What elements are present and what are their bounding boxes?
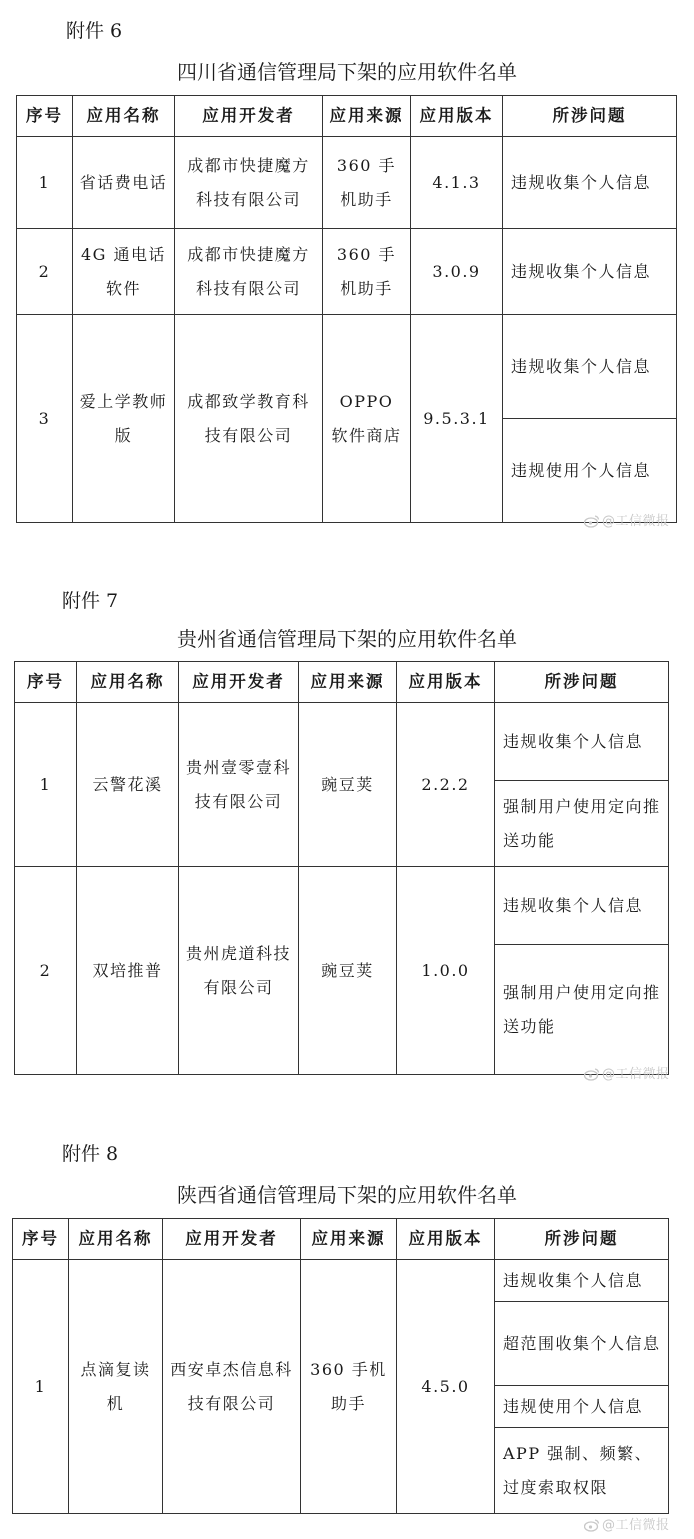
table-title: 陕西省通信管理局下架的应用软件名单 [177, 1183, 517, 1207]
app-name-header: 应用名称 [77, 662, 179, 703]
developer-cell: 成都市快捷魔方科技有限公司 [175, 229, 323, 315]
serial-number-cell: 3 [17, 315, 73, 523]
developer-cell: 贵州虎道科技有限公司 [179, 867, 299, 1075]
table-row [15, 867, 669, 945]
issue-header: 所涉问题 [495, 662, 669, 703]
app-name-header: 应用名称 [69, 1219, 163, 1260]
issue-cell: 违规收集个人信息 [503, 315, 677, 419]
table-header-row [15, 662, 669, 703]
developer-header: 应用开发者 [175, 96, 323, 137]
app-name-header: 应用名称 [73, 96, 175, 137]
issue-cell: 违规收集个人信息 [495, 1260, 669, 1302]
serial-number-cell: 1 [17, 137, 73, 229]
developer-cell: 贵州壹零壹科技有限公司 [179, 703, 299, 867]
source-header: 应用来源 [299, 662, 397, 703]
issue-cell: 违规使用个人信息 [503, 419, 677, 523]
issue-cell: 违规收集个人信息 [495, 867, 669, 945]
table-row [15, 703, 669, 781]
watermark: @工信微报 [584, 510, 670, 532]
version-cell: 1.0.0 [397, 867, 495, 1075]
source-cell: 360 手机助手 [323, 137, 411, 229]
weibo-icon [584, 1518, 600, 1536]
developer-header: 应用开发者 [179, 662, 299, 703]
watermark: @工信微报 [584, 1514, 670, 1536]
source-cell: 360 手机助手 [301, 1260, 397, 1514]
source-cell: 豌豆荚 [299, 867, 397, 1075]
developer-cell: 西安卓杰信息科技有限公司 [163, 1260, 301, 1514]
developer-cell: 成都致学教育科技有限公司 [175, 315, 323, 523]
app-list-table [14, 661, 669, 1075]
attachment-label: 附件 6 [66, 20, 123, 42]
serial-number-header: 序号 [13, 1219, 69, 1260]
issue-header: 所涉问题 [495, 1219, 669, 1260]
issue-cell: 违规收集个人信息 [503, 137, 677, 229]
table-row [17, 137, 677, 229]
app-list-table [16, 95, 677, 523]
version-cell: 3.0.9 [411, 229, 503, 315]
serial-number-cell: 1 [13, 1260, 69, 1514]
source-cell: 豌豆荚 [299, 703, 397, 867]
issue-cell: 强制用户使用定向推送功能 [495, 945, 669, 1075]
watermark: @工信微报 [584, 1063, 670, 1085]
issue-cell: 违规收集个人信息 [495, 703, 669, 781]
app-name-cell: 点滴复读机 [69, 1260, 163, 1514]
serial-number-header: 序号 [17, 96, 73, 137]
version-cell: 2.2.2 [397, 703, 495, 867]
issue-cell: APP 强制、频繁、过度索取权限 [495, 1428, 669, 1514]
weibo-icon [584, 1067, 600, 1085]
serial-number-header: 序号 [15, 662, 77, 703]
app-name-cell: 云警花溪 [77, 703, 179, 867]
version-header: 应用版本 [411, 96, 503, 137]
table-title: 贵州省通信管理局下架的应用软件名单 [177, 627, 517, 651]
app-name-cell: 双培推普 [77, 867, 179, 1075]
table-title: 四川省通信管理局下架的应用软件名单 [177, 60, 517, 84]
attachment-label: 附件 7 [62, 590, 119, 612]
weibo-icon [584, 514, 600, 532]
table-header-row [17, 96, 677, 137]
table-row [17, 229, 677, 315]
serial-number-cell: 1 [15, 703, 77, 867]
developer-cell: 成都市快捷魔方科技有限公司 [175, 137, 323, 229]
serial-number-cell: 2 [15, 867, 77, 1075]
version-cell: 4.5.0 [397, 1260, 495, 1514]
source-header: 应用来源 [323, 96, 411, 137]
issue-cell: 强制用户使用定向推送功能 [495, 781, 669, 867]
source-cell: OPPO 软件商店 [323, 315, 411, 523]
issue-cell: 违规收集个人信息 [503, 229, 677, 315]
app-list-table [12, 1218, 669, 1514]
source-header: 应用来源 [301, 1219, 397, 1260]
version-cell: 9.5.3.1 [411, 315, 503, 523]
attachment-label: 附件 8 [62, 1143, 119, 1165]
issue-cell: 超范围收集个人信息 [495, 1302, 669, 1386]
issue-cell: 违规使用个人信息 [495, 1386, 669, 1428]
issue-header: 所涉问题 [503, 96, 677, 137]
table-row [17, 315, 677, 419]
app-name-cell: 4G 通电话软件 [73, 229, 175, 315]
table-row [13, 1260, 669, 1302]
source-cell: 360 手机助手 [323, 229, 411, 315]
version-cell: 4.1.3 [411, 137, 503, 229]
app-name-cell: 省话费电话 [73, 137, 175, 229]
app-name-cell: 爱上学教师版 [73, 315, 175, 523]
version-header: 应用版本 [397, 662, 495, 703]
developer-header: 应用开发者 [163, 1219, 301, 1260]
version-header: 应用版本 [397, 1219, 495, 1260]
table-header-row [13, 1219, 669, 1260]
serial-number-cell: 2 [17, 229, 73, 315]
